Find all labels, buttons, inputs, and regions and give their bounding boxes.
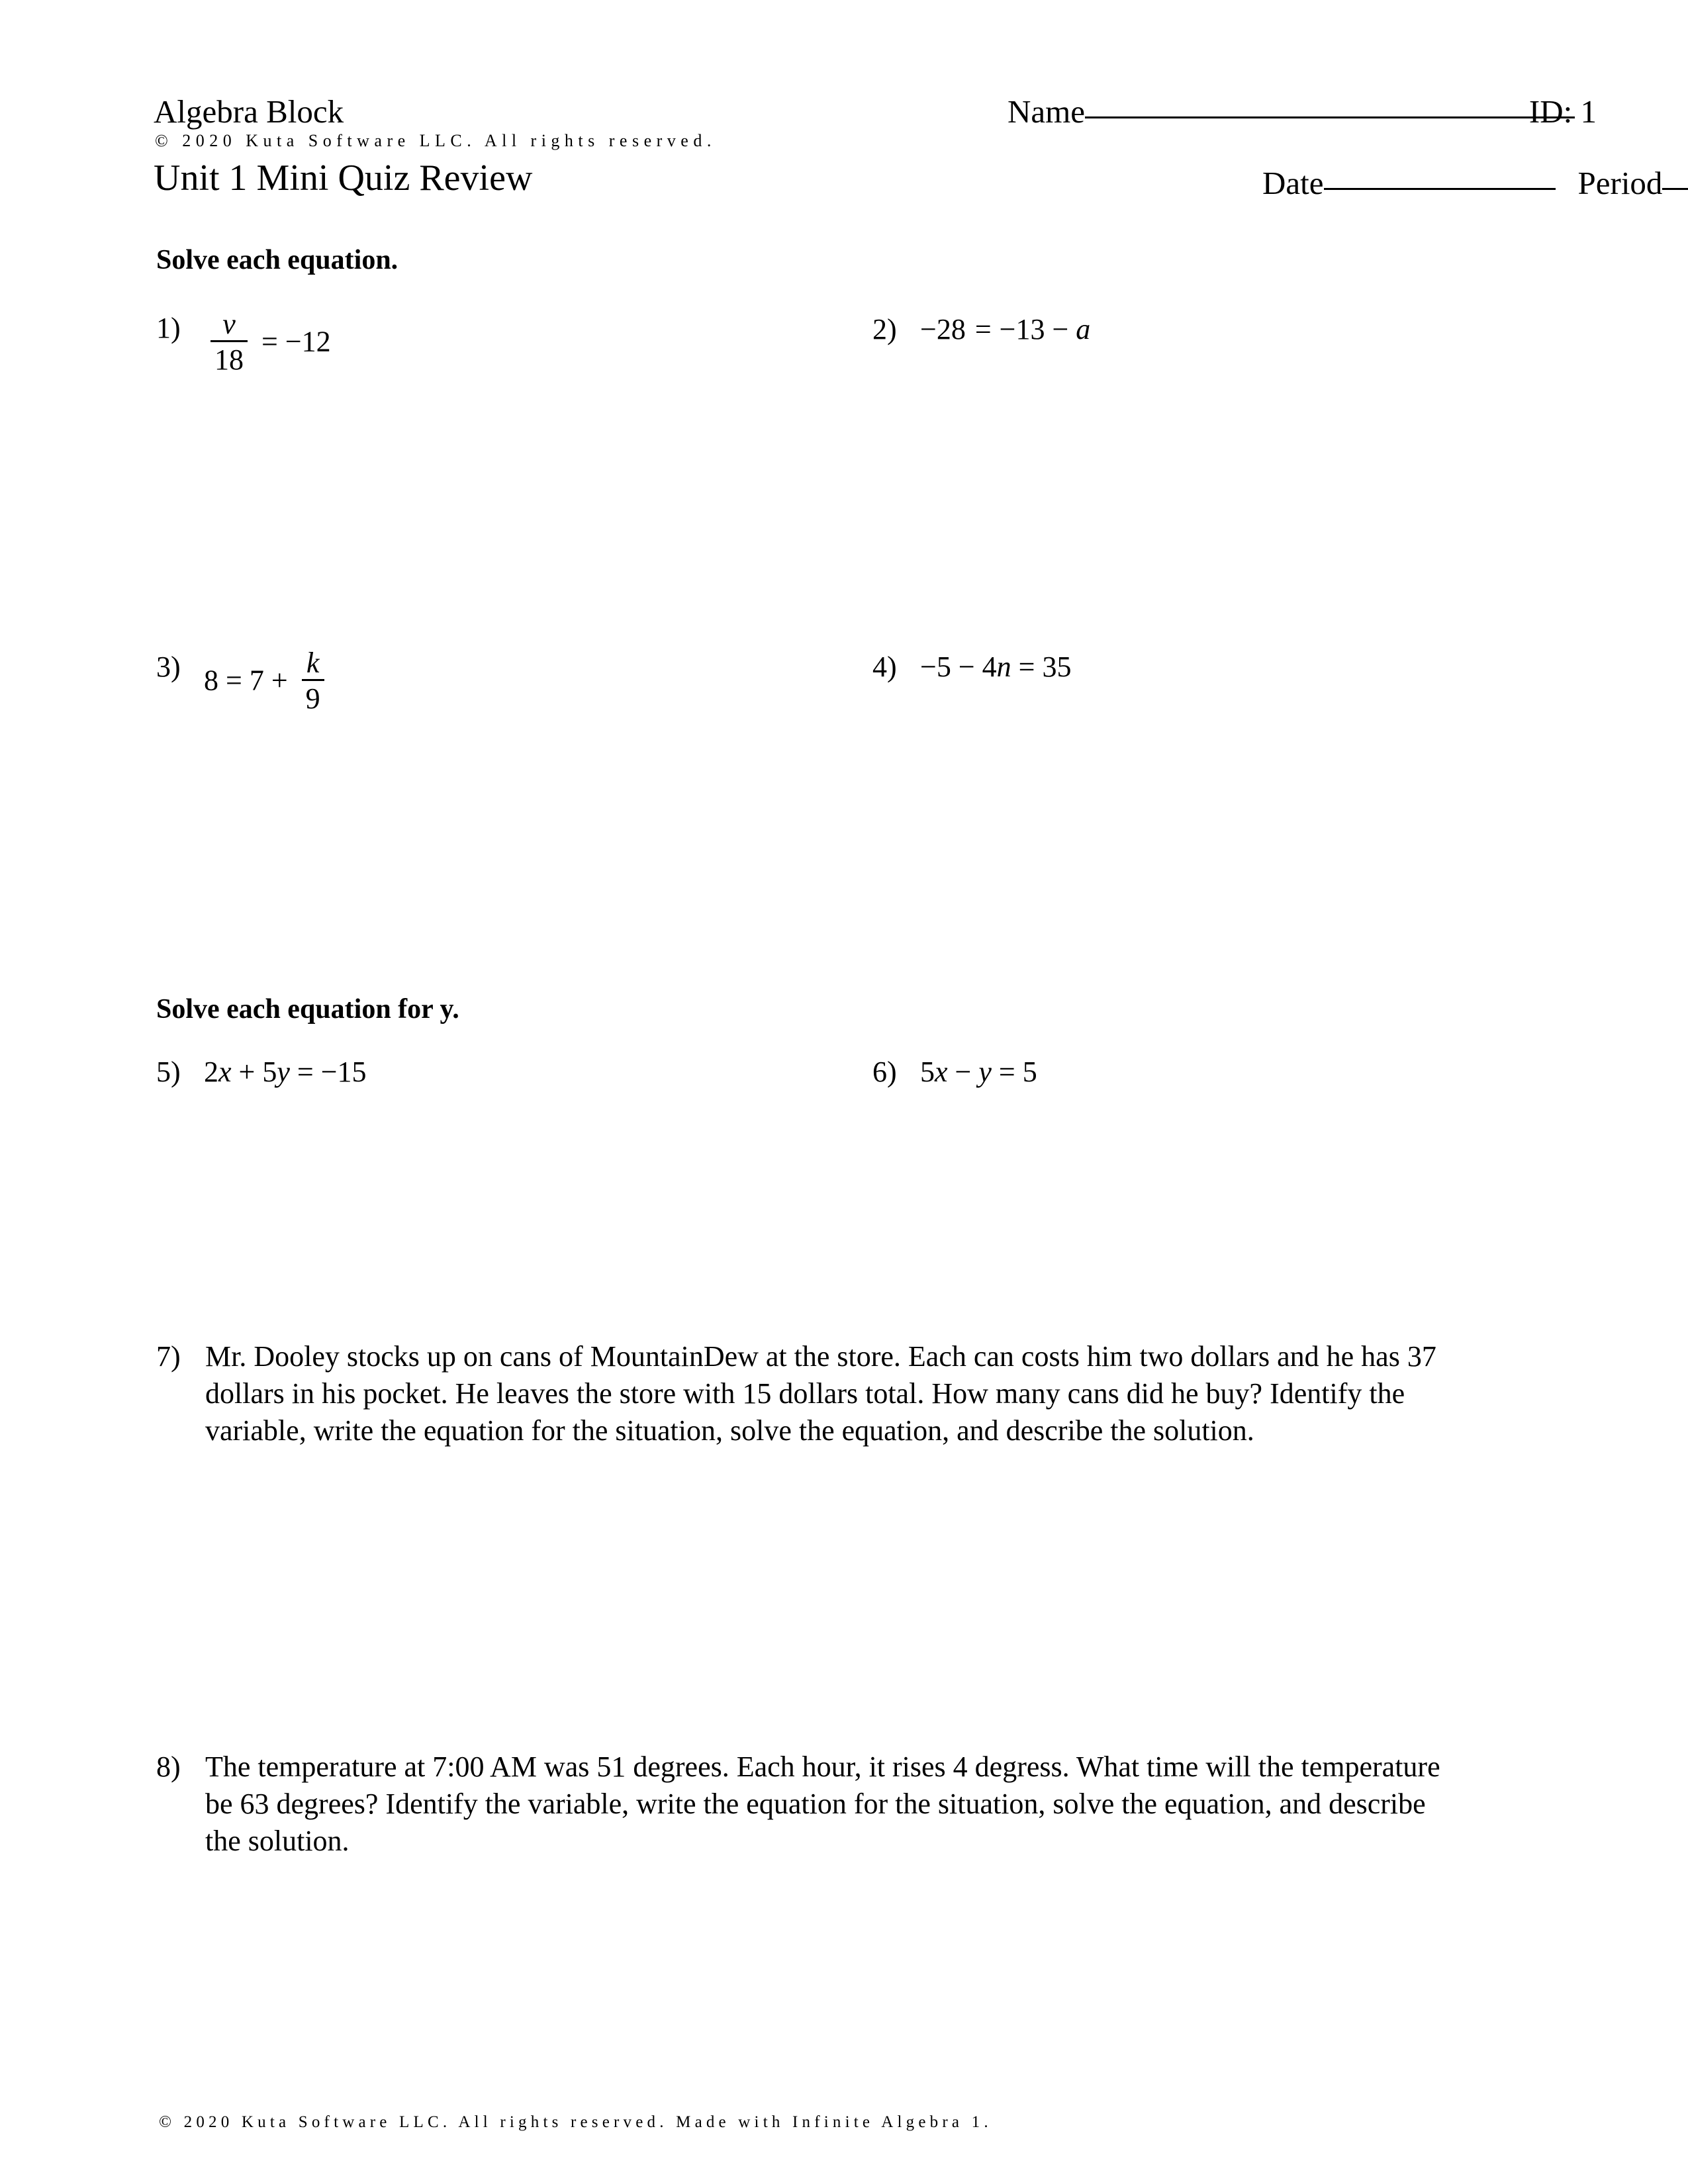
name-field-group	[1008, 93, 1575, 131]
worksheet-header	[154, 93, 1663, 218]
problem-2-equals: =	[974, 313, 992, 345]
problem-4-rhs: = 35	[1011, 651, 1072, 683]
section-heading-solve-each-equation: Solve each equation.	[156, 245, 399, 275]
fraction-numerator: v	[222, 308, 236, 340]
period-input-line[interactable]	[1662, 188, 1688, 190]
problem-2-number: 2)	[872, 313, 897, 345]
name-input-line[interactable]	[1085, 116, 1575, 118]
date-input-line[interactable]	[1324, 188, 1556, 190]
problem-5-expression	[204, 1055, 367, 1089]
fraction-k-over-9	[298, 649, 328, 715]
page-title: Unit 1 Mini Quiz Review	[154, 158, 533, 199]
fraction-denominator: 9	[305, 682, 320, 715]
problem-7-number: 7)	[156, 1340, 181, 1373]
course-title: Algebra Block	[154, 93, 344, 130]
problem-5-rhs: = −15	[289, 1056, 367, 1088]
problem-4-variable: n	[996, 651, 1011, 683]
problem-5-variable-x: x	[218, 1056, 232, 1088]
fraction-v-over-18	[207, 310, 252, 377]
problem-6-number: 6)	[872, 1056, 897, 1088]
date-label: Date	[1262, 165, 1324, 201]
problem-2-rhs: −13 −	[999, 313, 1076, 345]
problem-5-coef-1: 2	[204, 1056, 218, 1088]
section-heading-solve-for-y: Solve each equation for y.	[156, 994, 459, 1024]
fraction-numerator: k	[306, 647, 320, 679]
problem-6-coef-1: 5	[920, 1056, 935, 1088]
problem-5-variable-y: y	[277, 1056, 290, 1088]
period-label: Period	[1577, 165, 1663, 201]
worksheet-id: ID: 1	[1528, 93, 1597, 130]
problem-8-number: 8)	[156, 1751, 181, 1783]
problem-6-variable-x: x	[935, 1056, 948, 1088]
problem-6-rhs: = 5	[991, 1056, 1037, 1088]
problem-5-number: 5)	[156, 1056, 181, 1088]
problem-2-lhs: −28	[920, 313, 966, 345]
problem-5-operator: + 5	[231, 1056, 277, 1088]
date-period-group	[1262, 164, 1688, 203]
kuta-copyright-line: © 2020 Kuta Software LLC. All rights reserved.	[155, 131, 716, 150]
problem-6-variable-y: y	[978, 1056, 992, 1088]
name-label: Name	[1008, 93, 1085, 130]
problem-4-lhs: −5 − 4	[920, 651, 997, 683]
problem-6-expression	[920, 1055, 1037, 1089]
fraction-denominator: 18	[214, 343, 244, 376]
problem-6-operator: −	[947, 1056, 979, 1088]
problem-2-variable: a	[1076, 313, 1091, 345]
problem-1-rhs: = −12	[261, 325, 331, 358]
problem-4-expression	[920, 650, 1071, 684]
problem-4-number: 4)	[872, 651, 897, 683]
problem-3-expression	[204, 647, 331, 717]
problem-1-expression	[204, 308, 331, 378]
page-footer: © 2020 Kuta Software LLC. All rights reserved. Made with Infinite Algebra 1.	[159, 2113, 992, 2131]
problem-1-number: 1)	[156, 312, 181, 344]
problem-7-text: Mr. Dooley stocks up on cans of MountainDew at the store. Each can costs him two dollars and he has 37 dollars in his pocket. He leaves the store with 15 dollars total. How many cans did he buy? Identify the variable, write the equation for the situation, solve the equation, and describe the solution.	[205, 1340, 1436, 1447]
problem-3-number: 3)	[156, 651, 181, 683]
problem-8-text: The temperature at 7:00 AM was 51 degrees. Each hour, it rises 4 degress. What time will the temperature be 63 degrees? Identify the variable, write the equation for the situation, solve the equation, and describe the solution.	[205, 1751, 1440, 1857]
problem-2-expression	[920, 312, 1090, 347]
problem-3-lhs: 8 = 7 +	[204, 664, 295, 697]
